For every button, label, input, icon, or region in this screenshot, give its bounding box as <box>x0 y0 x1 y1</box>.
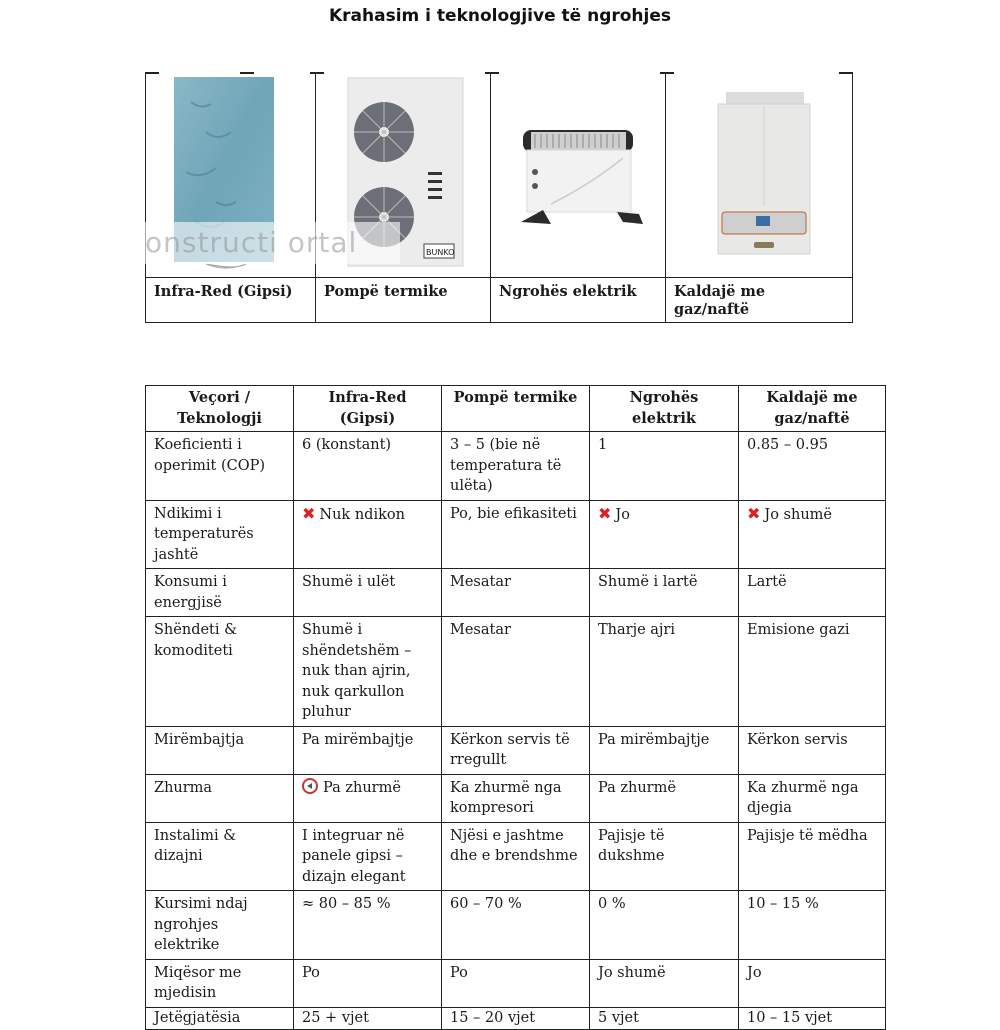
cell-text: Jo shumë <box>764 506 833 523</box>
cell: Pa zhurmë <box>590 774 739 822</box>
cell: Shumë i ulët <box>294 569 442 617</box>
table-corner-tick <box>310 72 324 74</box>
svg-text:BUNKO: BUNKO <box>426 248 455 257</box>
caption-heat-pump: Pompë termike <box>316 277 490 323</box>
mute-icon <box>302 778 318 794</box>
row-label: Jetëgjatësia <box>146 1007 294 1029</box>
cell: Ka zhurmë nga kompresori <box>442 774 590 822</box>
row-label: Zhurma <box>146 774 294 822</box>
cell: ≈ 80 – 85 % <box>294 891 442 960</box>
table-row <box>146 726 886 774</box>
table-header-row <box>146 386 886 432</box>
table-row <box>146 774 886 822</box>
row-label: Ndikimi i temperaturës jashtë <box>146 500 294 569</box>
table-row <box>146 1007 886 1029</box>
row-label: Kursimi ndaj ngrohjes elektrike <box>146 891 294 960</box>
cross-icon: ✖ <box>302 503 316 523</box>
table-row <box>146 822 886 891</box>
table-row <box>146 617 886 727</box>
table-row <box>146 569 886 617</box>
cell: Emisione gazi <box>739 617 886 727</box>
table-corner-tick <box>660 72 674 74</box>
table-corner-tick <box>145 72 159 74</box>
header-electric-heater: Ngrohës elektrik <box>590 386 739 432</box>
gas-boiler-image <box>666 72 852 277</box>
cross-icon: ✖ <box>598 503 612 523</box>
header-feature: Veçori / Teknologji <box>146 386 294 432</box>
cell: Kërkon servis të rregullt <box>442 726 590 774</box>
cell: Shumë i lartë <box>590 569 739 617</box>
table-corner-tick <box>485 72 499 74</box>
caption-infrared: Infra-Red (Gipsi) <box>146 277 315 323</box>
cell: Pajisje të dukshme <box>590 822 739 891</box>
row-label: Mirëmbajtja <box>146 726 294 774</box>
cell: 0 % <box>590 891 739 960</box>
row-label: Instalimi & dizajni <box>146 822 294 891</box>
cell: Pa mirëmbajtje <box>294 726 442 774</box>
cell: Jo <box>739 959 886 1007</box>
image-table <box>145 72 853 323</box>
cell: I integruar në panele gipsi – dizajn elegant <box>294 822 442 891</box>
cross-icon: ✖ <box>747 503 761 523</box>
cell: 60 – 70 % <box>442 891 590 960</box>
header-infrared: Infra-Red (Gipsi) <box>294 386 442 432</box>
cell: 15 – 20 vjet <box>442 1007 590 1029</box>
table-row <box>146 500 886 569</box>
cell: Po, bie efikasiteti <box>442 500 590 569</box>
cell: Tharje ajri <box>590 617 739 727</box>
cell-text: Nuk ndikon <box>319 506 405 523</box>
row-label: Konsumi i energjisë <box>146 569 294 617</box>
cell: Mesatar <box>442 617 590 727</box>
image-column-electric-heater <box>490 72 665 323</box>
caption-electric-heater: Ngrohës elektrik <box>491 277 665 323</box>
cell-text: Jo <box>615 506 630 523</box>
cell: 1 <box>590 432 739 501</box>
cell <box>590 500 739 569</box>
table-row <box>146 891 886 960</box>
cell-text: Pa zhurmë <box>323 779 401 796</box>
page-title: Krahasim i teknologjive të ngrohjes <box>328 6 672 26</box>
cell: Shumë i shëndetshëm – nuk than ajrin, nuk qarkullon pluhur <box>294 617 442 727</box>
header-heat-pump: Pompë termike <box>442 386 590 432</box>
watermark: onstructi ortal <box>145 222 400 264</box>
cell: 0.85 – 0.95 <box>739 432 886 501</box>
cell <box>294 774 442 822</box>
cell: Mesatar <box>442 569 590 617</box>
image-column-gas-boiler <box>665 72 853 323</box>
cell: Lartë <box>739 569 886 617</box>
cell: 10 – 15 % <box>739 891 886 960</box>
cell: Njësi e jashtme dhe e brendshme <box>442 822 590 891</box>
cell: Po <box>442 959 590 1007</box>
cell: Kërkon servis <box>739 726 886 774</box>
cell: Po <box>294 959 442 1007</box>
row-label: Miqësor me mjedisin <box>146 959 294 1007</box>
row-label: Koeficienti i operimit (COP) <box>146 432 294 501</box>
cell: 25 + vjet <box>294 1007 442 1029</box>
cell: Ka zhurmë nga djegia <box>739 774 886 822</box>
cell: 3 – 5 (bie në temperatura të ulëta) <box>442 432 590 501</box>
table-row <box>146 432 886 501</box>
cell: 5 vjet <box>590 1007 739 1029</box>
cell: Jo shumë <box>590 959 739 1007</box>
cell: Pajisje të mëdha <box>739 822 886 891</box>
cell: Pa mirëmbajtje <box>590 726 739 774</box>
cell: 6 (konstant) <box>294 432 442 501</box>
cell <box>294 500 442 569</box>
table-corner-tick <box>839 72 853 74</box>
image-column-heat-pump <box>315 72 490 323</box>
electric-heater-image <box>491 72 665 277</box>
cell <box>739 500 886 569</box>
image-column-infrared <box>145 72 315 323</box>
table-corner-tick <box>240 72 254 74</box>
caption-gas-boiler: Kaldajë me gaz/naftë <box>666 277 852 323</box>
comparison-table <box>145 385 886 1030</box>
row-label: Shëndeti & komoditeti <box>146 617 294 727</box>
header-gas-boiler: Kaldajë me gaz/naftë <box>739 386 886 432</box>
cell: 10 – 15 vjet <box>739 1007 886 1029</box>
